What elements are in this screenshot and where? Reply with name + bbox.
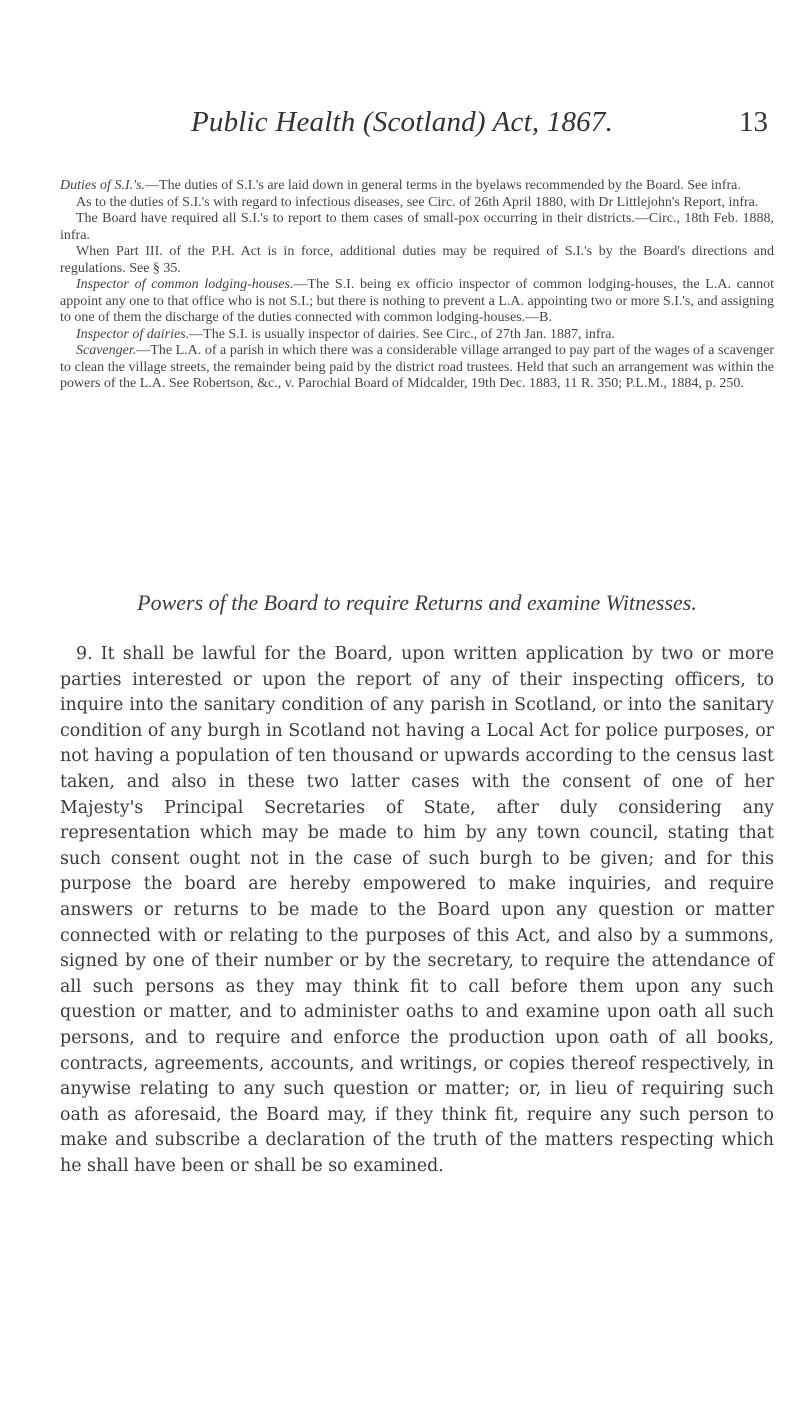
note-paragraph [60, 277, 774, 327]
section-text: It shall be lawful for the Board, upon written application by two or more parties interested or upon the report of any of their inspecting officers, to inquire into the sanitary condition of any parish in Scotland, or into the sanitary condition of any burgh in Scotland not having a Local Act for police purposes, or not having a population of ten thousand or upwards according to the census last taken, and also in these two latter cases with the consent of one of her Majesty's Principal Secretaries of State, after duly considering any representation which may be made to him by any town council, stating that such consent ought not in the case of such burgh to be given; and for this purpose the board are hereby empowered to make inquiries, and require answers or returns to be made to the Board upon any question or matter connected with or relating to the purposes of this Act, and also by a summons, signed by one of their number or by the secretary, to require the attendance of all such persons as they may think fit to call before them upon any such question or matter, and to administer oaths to and examine upon oath all such persons, and to require and enforce the production upon oath of all books, contracts, agreements, accounts, and writings, or copies thereof respectively, in anywise relating to any such question or matter; or, in lieu of requiring such oath as aforesaid, the Board may, if they think fit, require any such person to make and subscribe a declaration of the truth of the matters respecting which he shall have been or shall be so examined. [60, 644, 775, 1176]
section-body [60, 642, 774, 1179]
note-lead: Inspector of common lodging-houses. [76, 277, 294, 292]
section-number: 9. [76, 644, 93, 664]
note-paragraph [60, 244, 774, 277]
note-text: —The S.I. being ex officio inspector of common lodging-houses, the L.A. cannot appoint any one to that office who is not S.I.; but there is nothing to prevent a L.A. appointing two or more S.I.'s, and assigning to one of them the discharge of the duties connected with common lodging-houses.—B. [60, 277, 774, 325]
note-lead: Duties of S.I.'s. [60, 178, 146, 193]
note-paragraph [60, 178, 774, 195]
note-text: —The L.A. of a parish in which there was a considerable village arranged to pay part of the wages of a scavenger to clean the village streets, the remainder being paid by the district road trustees. Held that such an arrangement was within the powers of the L.A. See Robertson, &c., v. Parochial Board of Midcalder, 19th Dec. 1883, 11 R. 350; P.L.M., 1884, p. 250. [60, 343, 774, 391]
note-text: The Board have required all S.I.'s to report to them cases of small-pox occurring in their districts.—Circ., 18th Feb. 1888, infra. [60, 211, 774, 243]
note-paragraph [60, 327, 774, 344]
note-lead: Inspector of dairies. [76, 326, 190, 342]
page-number: 13 [739, 106, 768, 138]
note-paragraph [60, 211, 774, 244]
note-text: —The S.I. is usually inspector of dairies. See Circ., of 27th Jan. 1887, infra. [189, 326, 615, 342]
note-paragraph [60, 343, 774, 393]
annotation-notes [60, 178, 774, 393]
note-text: As to the duties of S.I.'s with regard to infectious diseases, see Circ. of 26th April 1880, with Dr Littlejohn's Report, infra. [76, 194, 759, 210]
running-title: Public Health (Scotland) Act, 1867. [190, 106, 614, 138]
note-text: When Part III. of the P.H. Act is in force, additional duties may be required of S.I.'s by the Board's directions and regulations. See § 35. [60, 244, 774, 276]
page-header [36, 97, 768, 147]
note-paragraph [60, 195, 774, 212]
note-text: —The duties of S.I.'s are laid down in general terms in the byelaws recommended by the Board. See infra. [145, 178, 741, 193]
section-heading: Powers of the Board to require Returns and examine Witnesses. [137, 590, 697, 615]
note-lead: Scavenger. [76, 343, 137, 358]
